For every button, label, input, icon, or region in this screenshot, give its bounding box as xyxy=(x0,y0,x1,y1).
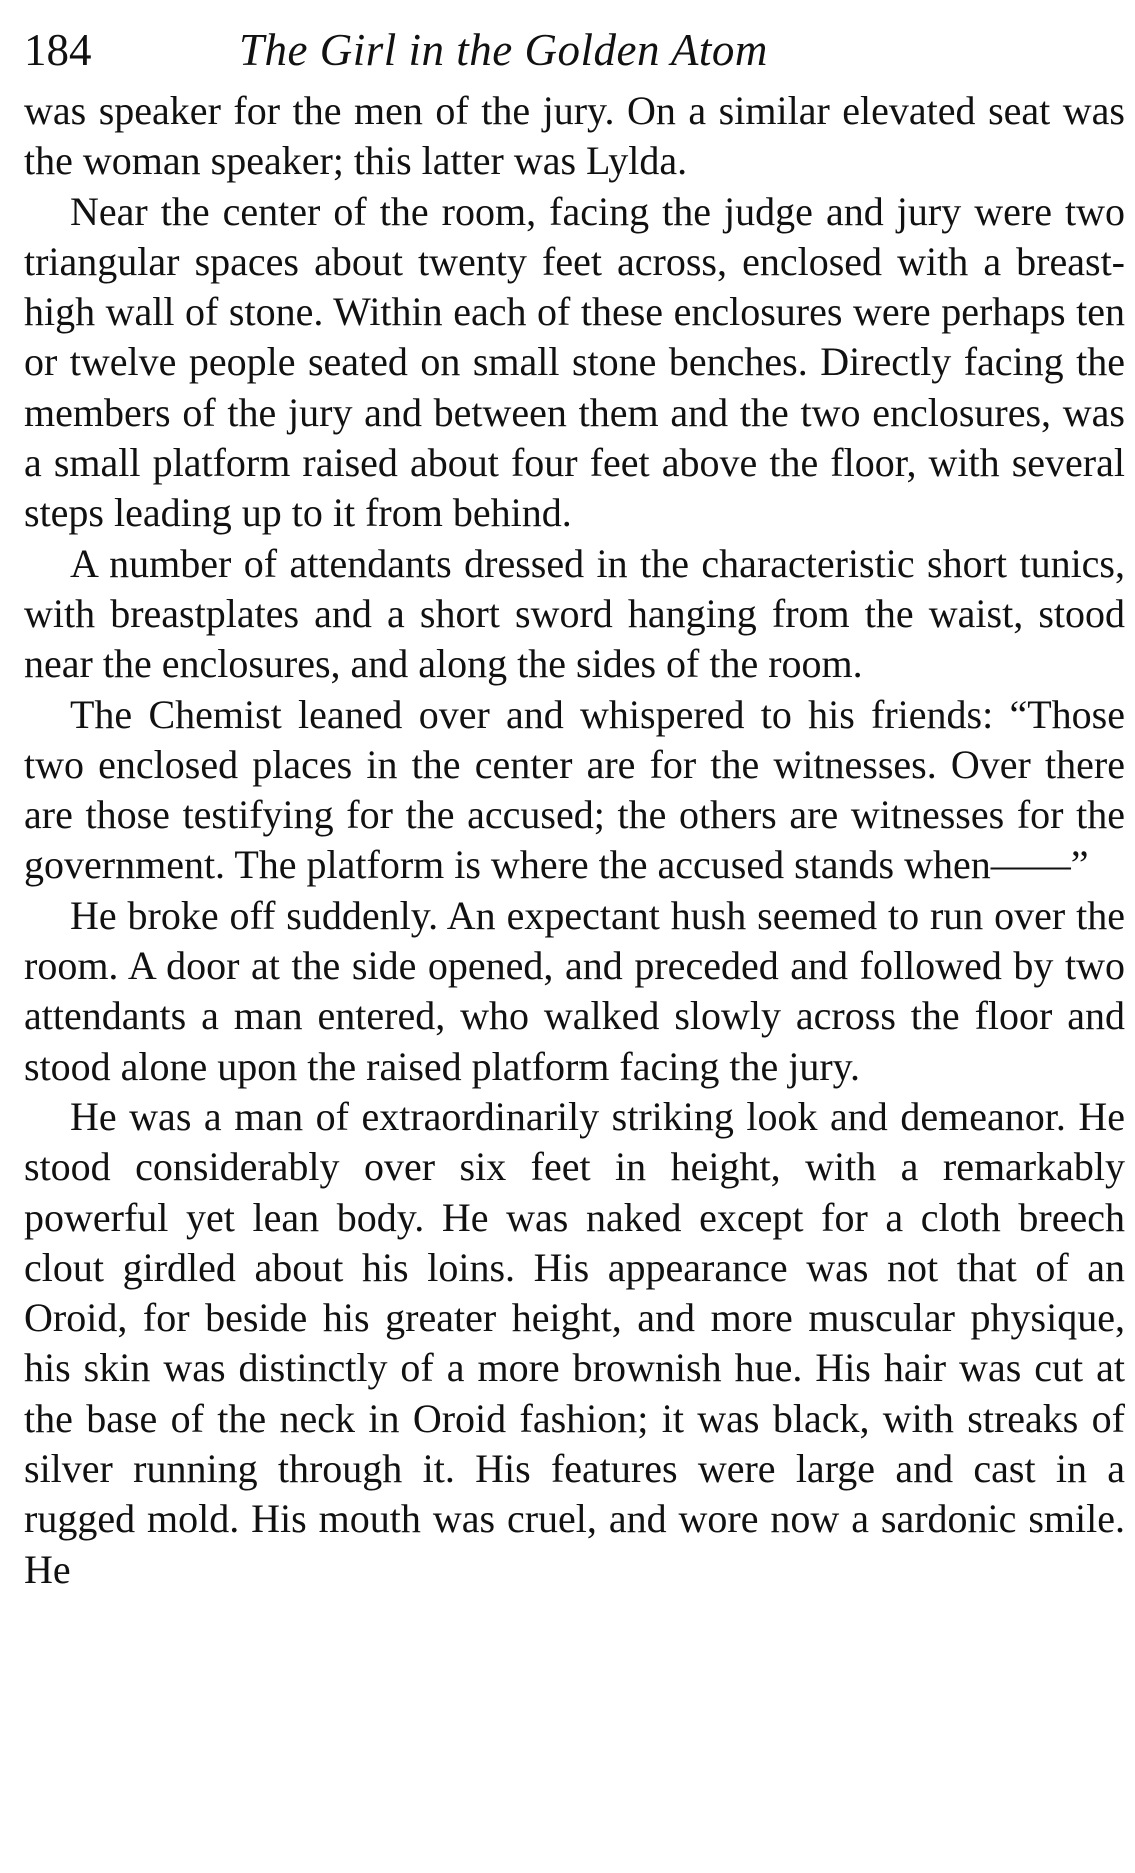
body-text xyxy=(24,86,1125,1595)
paragraph-description: He was a man of extraordinarily striking look and demeanor. He stood considerably over six feet in height, with a remarkably powerful yet lean body. He was naked except for a cloth breech clout girdled about his loins. His appearance was not that of an Oroid, for beside his greater height, and more muscular physique, his skin was distinctly of a more brownish hue. His hair was cut at the base of the neck in Oroid fashion; it was black, with streaks of silver running through it. His features were large and cast in a rugged mold. His mouth was cruel, and wore now a sardonic smile. He xyxy=(24,1093,1125,1592)
book-title: The Girl in the Golden Atom xyxy=(239,25,768,75)
paragraph-man-enters: He broke off suddenly. An expectant hush seemed to run over the room. A door at the side opened, and preceded and followed by two attendants a man entered, who walked slowly across the floor and stood alone upon the raised platform facing the jury. xyxy=(24,892,1125,1089)
paragraph-attendants: A number of attendants dressed in the characteristic short tunics, with breastplates and a short sword hanging from the waist, stood near the enclosures, and along the sides of the room. xyxy=(24,540,1125,687)
page-number: 184 xyxy=(24,25,92,75)
paragraph-chemist-whisper: The Chemist leaned over and whispered to his friends: “Those two enclosed places in the center are for the witnesses. Over there are those testifying for the accused; the others are witnesses for the government. The platform is where the accused stands when——” xyxy=(24,691,1125,888)
running-head xyxy=(24,14,1125,86)
paragraph-room-layout: Near the center of the room, facing the judge and jury were two triangular spaces about twenty feet across, enclosed with a breast-high wall of stone. Within each of these enclosures were perhaps ten or twelve people seated on small stone benches. Directly facing the members of the jury and between them and the two enclosures, was a small platform raised about four feet above the floor, with several steps leading up to it from behind. xyxy=(24,188,1125,536)
paragraph-continued: was speaker for the men of the jury. On a similar elevated seat was the woman speaker; this latter was Lylda. xyxy=(24,88,1125,184)
